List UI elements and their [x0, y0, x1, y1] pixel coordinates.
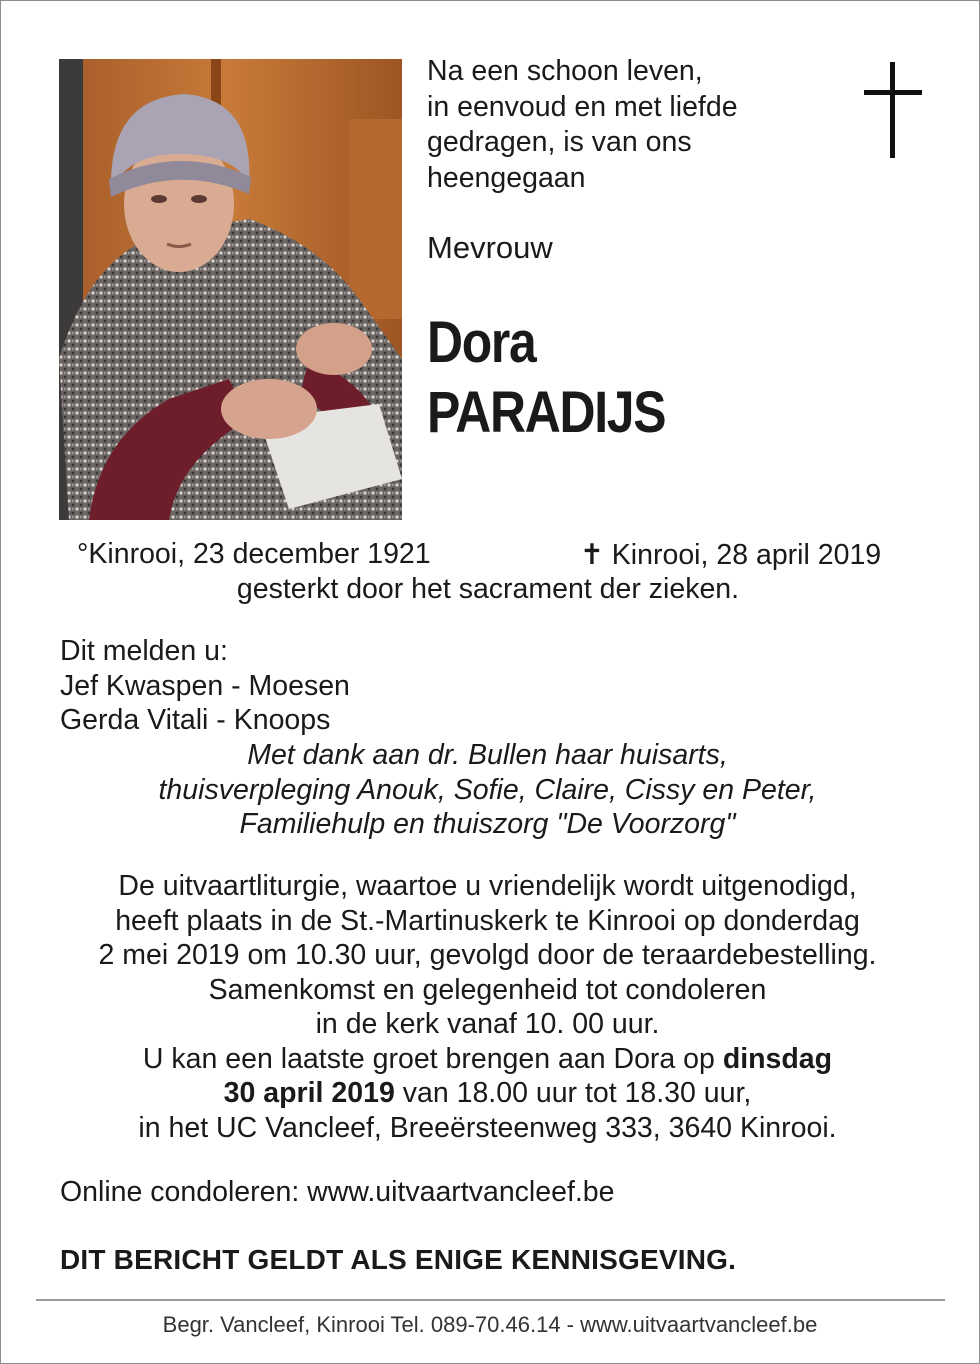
deceased-name [427, 308, 665, 448]
thanks-line: Met dank aan dr. Bullen haar huisarts, [247, 739, 728, 771]
footer-funeral-home: Begr. Vancleef, Kinrooi Tel. 089-70.46.14 - www.uitvaartvancleef.be [162, 1312, 818, 1337]
liturgy-bold-date: 30 april 2019 [223, 1077, 395, 1109]
liturgy-text: U kan een laatste groet brengen aan Dora op [142, 1042, 723, 1075]
family-block [60, 634, 350, 738]
intro-line: heengegaan [427, 161, 586, 194]
death-date: ✝ Kinrooi, 28 april 2019 [580, 539, 882, 571]
last-name: PARADIJS [427, 380, 666, 445]
sacrament-line [0, 573, 980, 606]
family-member: Jef Kwaspen - Moesen [60, 669, 350, 702]
first-name: Dora [427, 310, 536, 375]
thanks-block [0, 738, 975, 842]
sacrament-text: gesterkt door het sacrament der zieken. [236, 573, 740, 605]
liturgy-line [0, 1042, 975, 1077]
thanks-line: Familiehulp en thuiszorg "De Voorzorg" [239, 808, 736, 840]
liturgy-line: in de kerk vanaf 10. 00 uur. [315, 1008, 660, 1040]
intro-text [427, 54, 847, 196]
notice-statement: DIT BERICHT GELDT ALS ENIGE KENNISGEVING. [60, 1244, 737, 1275]
liturgy-line: 2 mei 2019 om 10.30 uur, gevolgd door de teraardebestelling. [98, 939, 877, 971]
birth-date: °Kinrooi, 23 december 1921 [77, 538, 431, 570]
liturgy-line: heeft plaats in de St.-Martinuskerk te Kinrooi op donderdag [115, 904, 860, 937]
liturgy-line: in het UC Vancleef, Breeërsteenweg 333, 3640 Kinrooi. [138, 1111, 837, 1144]
intro-line: gedragen, is van ons [427, 126, 692, 158]
liturgy-line: De uitvaartliturgie, waartoe u vriendelijk wordt uitgenodigd, [118, 870, 857, 902]
intro-line: Na een schoon leven, [427, 55, 703, 87]
online-condolences: Online condoleren: www.uitvaartvancleef.be [60, 1176, 615, 1208]
intro-line: in eenvoud en met liefde [427, 90, 738, 123]
family-member: Gerda Vitali - Knoops [60, 704, 331, 736]
honorific: Mevrouw [427, 230, 553, 265]
thanks-line: thuisverpleging Anouk, Sofie, Claire, Cissy en Peter, [158, 773, 817, 806]
liturgy-line: Samenkomst en gelegenheid tot condoleren [208, 973, 767, 1006]
portrait-photo [59, 59, 402, 520]
family-intro: Dit melden u: [60, 635, 228, 667]
liturgy-text: van 18.00 uur tot 18.30 uur, [394, 1077, 752, 1109]
divider [36, 1299, 945, 1301]
liturgy-line [0, 1076, 975, 1111]
liturgy-bold-day: dinsdag [722, 1042, 833, 1075]
latin-cross-icon [864, 62, 922, 158]
liturgy-block [0, 869, 975, 1145]
